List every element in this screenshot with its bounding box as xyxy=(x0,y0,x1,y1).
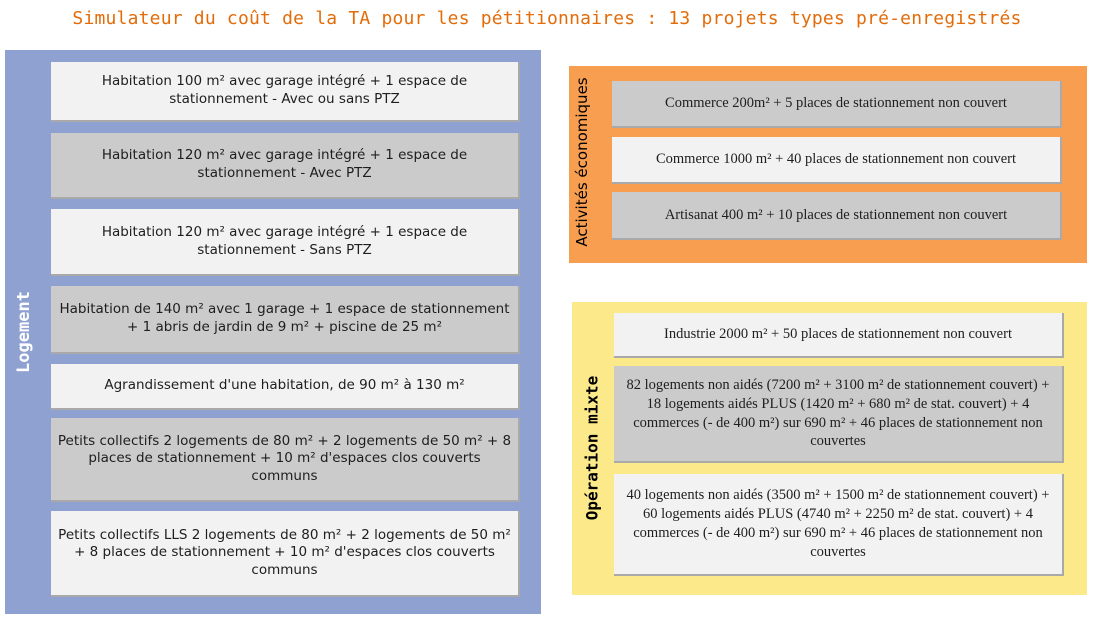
project-box-logement-2[interactable]: Habitation 120 m² avec garage intégré + 1 espace de stationnement - Avec PTZ xyxy=(51,133,520,199)
project-box-logement-5[interactable]: Agrandissement d'une habitation, de 90 m² à 130 m² xyxy=(51,364,520,410)
project-box-mixte-1[interactable]: Industrie 2000 m² + 50 places de stationnement non couvert xyxy=(614,313,1064,358)
project-box-logement-4[interactable]: Habitation de 140 m² avec 1 garage + 1 espace de stationnement + 1 abris de jardin de 9 m² + piscine de 25 m² xyxy=(51,286,520,354)
project-box-activites-3[interactable]: Artisanat 400 m² + 10 places de stationnement non couvert xyxy=(612,192,1062,240)
project-box-logement-6[interactable]: Petits collectifs 2 logements de 80 m² + 2 logements de 50 m² + 8 places de stationnement + 10 m² d'espaces clos couverts communs xyxy=(51,418,520,502)
page-title: Simulateur du coût de la TA pour les pétitionnaires : 13 projets types pré-enregistrés xyxy=(72,8,1022,29)
project-box-activites-2[interactable]: Commerce 1000 m² + 40 places de stationnement non couvert xyxy=(612,137,1062,184)
project-box-logement-1[interactable]: Habitation 100 m² avec garage intégré + 1 espace de stationnement - Avec ou sans PTZ xyxy=(51,62,520,122)
project-box-logement-3[interactable]: Habitation 120 m² avec garage intégré + 1 espace de stationnement - Sans PTZ xyxy=(51,209,520,276)
mixte-label: Opération mixte xyxy=(582,375,602,521)
logement-label: Logement xyxy=(14,291,34,373)
project-box-mixte-3[interactable]: 40 logements non aidés (3500 m² + 1500 m² de stationnement couvert) + 60 logements aidés PLUS (4740 m² + 2250 m² de stat. couvert) + 4 commerces (- de 400 m²) sur 690 m² + 46 places de stationnement non couvertes xyxy=(614,474,1064,576)
project-box-mixte-2[interactable]: 82 logements non aidés (7200 m² + 3100 m² de stationnement couvert) + 18 logements aidés PLUS (1420 m² + 680 m² de stat. couvert) + 4 commerces (- de 400 m²) sur 690 m² + 46 places de stationnement non couvertes xyxy=(614,366,1064,463)
project-box-logement-7[interactable]: Petits collectifs LLS 2 logements de 80 m² + 2 logements de 50 m² + 8 places de stationnement + 10 m² d'espaces clos couverts communs xyxy=(51,511,520,597)
project-box-activites-1[interactable]: Commerce 200m² + 5 places de stationnement non couvert xyxy=(612,81,1062,128)
activites-label: Activités économiques xyxy=(573,77,591,247)
